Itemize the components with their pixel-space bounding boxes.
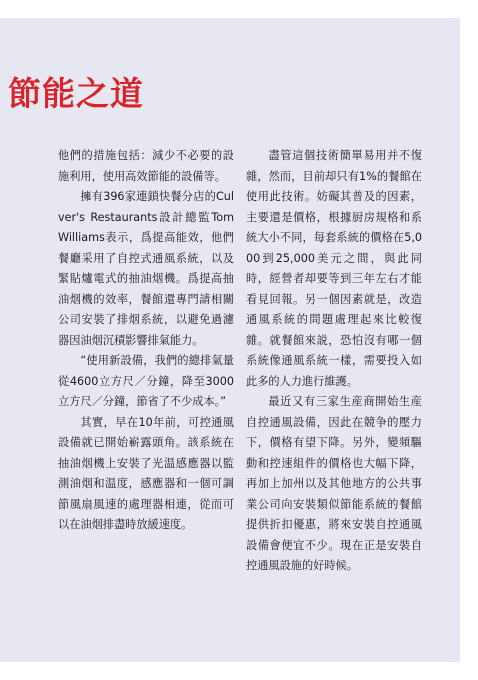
right-paragraph-1: 盡管這個技術簡單易用并不復雜，然而，目前却只有1%的餐館在使用此技術。妨礙其普及的因素，主要還是價格，根據厨房規格和系統大小不同，每套系統的價格在5,000到25,000美元之間，與此同時，經營者却要等到三年左右才能看見回報。另一個因素就是，改造通風系統的問題處理起來比較復雜。就餐館來説，恐怕沒有哪一個系統像通風系統一樣，需要投入如此多的人力進行維護。 bbox=[246, 149, 422, 388]
left-text-column bbox=[58, 146, 234, 536]
article-title: 節能之道 bbox=[8, 74, 144, 113]
left-paragraph-2: 擁有396家連鎖快餐分店的Culver's Restaurants設計總監Tom Williams表示，爲提高能效，他們餐廳采用了自控式通風系統，以及緊貼爐電式的抽油烟機。爲提高抽油烟機的效率，餐館還專門請相關公司安裝了排烟系統，以避免過濾器因油烟沉積影響排氣能力。 bbox=[58, 190, 234, 347]
right-paragraph-2: 最近又有三家生産商開始生産自控通風設備，因此在競争的壓力下，價格有望下降。另外，變頻驅動和控速組件的價格也大幅下降，再加上加州以及其他地方的公共事業公司向安裝類似節能系統的餐館提供折扣優惠，將來安裝自控通風設備會便宜不少。現在正是安裝自控通風設施的好時候。 bbox=[246, 395, 422, 572]
left-paragraph-1: 他們的措施包括：減少不必要的設施利用，使用高效節能的設備等。 bbox=[58, 149, 234, 183]
right-text-column bbox=[246, 146, 422, 577]
left-paragraph-4: 其實，早在10年前，可控通風設備就已開始嶄露頭角。該系統在抽油烟機上安裝了光温感應器以監測油烟和温度，感應器和一個可調節風扇風速的處理器相連，從而可以在油烟排盡時放緩速度。 bbox=[58, 415, 234, 531]
left-paragraph-3: “使用新設備，我們的總排氣量從4600立方尺／分鐘，降至3000立方尺／分鐘，節省了不少成本。” bbox=[58, 354, 234, 408]
